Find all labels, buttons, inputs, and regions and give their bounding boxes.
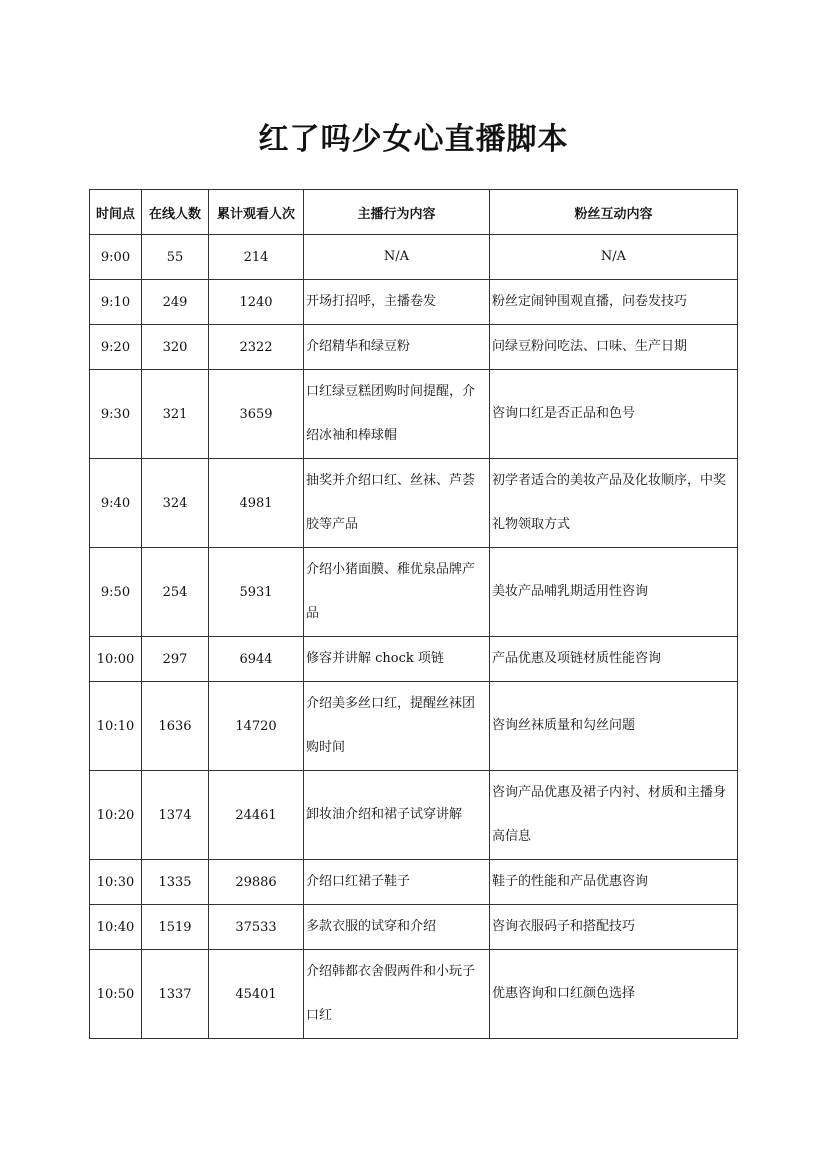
table-row: [90, 860, 738, 905]
cell-host-content: 抽奖并介绍口红、丝袜、芦荟胶等产品: [304, 459, 490, 548]
cell-fan-content: 产品优惠及项链材质性能咨询: [490, 637, 738, 682]
table-row: [90, 235, 738, 280]
cell-online: 1337: [142, 950, 209, 1039]
cell-fan-content: 鞋子的性能和产品优惠咨询: [490, 860, 738, 905]
cell-online: 324: [142, 459, 209, 548]
cell-host-content: 介绍小猪面膜、稚优泉品牌产品: [304, 548, 490, 637]
cell-host-content: N/A: [304, 235, 490, 280]
cell-total-views: 3659: [209, 370, 304, 459]
cell-online: 1636: [142, 682, 209, 771]
cell-fan-content: 美妆产品哺乳期适用性咨询: [490, 548, 738, 637]
cell-time: 10:20: [90, 771, 142, 860]
table-row: [90, 637, 738, 682]
table-row: [90, 548, 738, 637]
cell-fan-content: N/A: [490, 235, 738, 280]
cell-total-views: 24461: [209, 771, 304, 860]
cell-host-content: 卸妆油介绍和裙子试穿讲解: [304, 771, 490, 860]
cell-fan-content: 问绿豆粉问吃法、口味、生产日期: [490, 325, 738, 370]
cell-total-views: 14720: [209, 682, 304, 771]
header-time: 时间点: [90, 190, 142, 235]
cell-fan-content: 咨询衣服码子和搭配技巧: [490, 905, 738, 950]
table-body: [90, 235, 738, 1039]
table-row: [90, 950, 738, 1039]
cell-time: 9:00: [90, 235, 142, 280]
cell-total-views: 37533: [209, 905, 304, 950]
cell-total-views: 214: [209, 235, 304, 280]
header-online: 在线人数: [142, 190, 209, 235]
cell-time: 10:00: [90, 637, 142, 682]
header-host-content: 主播行为内容: [304, 190, 490, 235]
cell-online: 1519: [142, 905, 209, 950]
cell-time: 9:30: [90, 370, 142, 459]
cell-online: 1335: [142, 860, 209, 905]
table-row: [90, 370, 738, 459]
cell-host-content: 修容并讲解 chock 项链: [304, 637, 490, 682]
cell-host-content: 介绍美多丝口红，提醒丝袜团购时间: [304, 682, 490, 771]
cell-total-views: 45401: [209, 950, 304, 1039]
cell-time: 9:20: [90, 325, 142, 370]
page-title: 红了吗少女心直播脚本: [258, 122, 569, 157]
cell-time: 10:50: [90, 950, 142, 1039]
cell-total-views: 29886: [209, 860, 304, 905]
cell-total-views: 2322: [209, 325, 304, 370]
table-row: [90, 280, 738, 325]
cell-time: 10:30: [90, 860, 142, 905]
table-row: [90, 905, 738, 950]
table-row: [90, 325, 738, 370]
cell-total-views: 5931: [209, 548, 304, 637]
header-total-views: 累计观看人次: [209, 190, 304, 235]
table-header-row: [90, 190, 738, 235]
cell-time: 10:10: [90, 682, 142, 771]
cell-total-views: 6944: [209, 637, 304, 682]
cell-online: 321: [142, 370, 209, 459]
table-row: [90, 771, 738, 860]
cell-host-content: 介绍韩都衣舍假两件和小玩子口红: [304, 950, 490, 1039]
cell-fan-content: 初学者适合的美妆产品及化妆顺序，中奖礼物领取方式: [490, 459, 738, 548]
cell-online: 254: [142, 548, 209, 637]
cell-time: 9:50: [90, 548, 142, 637]
cell-total-views: 4981: [209, 459, 304, 548]
cell-online: 320: [142, 325, 209, 370]
cell-host-content: 多款衣服的试穿和介绍: [304, 905, 490, 950]
live-script-table: [89, 189, 738, 1039]
cell-host-content: 开场打招呼，主播卷发: [304, 280, 490, 325]
cell-fan-content: 优惠咨询和口红颜色选择: [490, 950, 738, 1039]
cell-host-content: 口红绿豆糕团购时间提醒，介绍冰袖和棒球帽: [304, 370, 490, 459]
cell-fan-content: 咨询口红是否正品和色号: [490, 370, 738, 459]
cell-online: 1374: [142, 771, 209, 860]
table-row: [90, 682, 738, 771]
cell-host-content: 介绍口红裙子鞋子: [304, 860, 490, 905]
cell-fan-content: 咨询产品优惠及裙子内衬、材质和主播身高信息: [490, 771, 738, 860]
cell-time: 9:40: [90, 459, 142, 548]
table-row: [90, 459, 738, 548]
cell-online: 55: [142, 235, 209, 280]
cell-fan-content: 咨询丝袜质量和勾丝问题: [490, 682, 738, 771]
cell-total-views: 1240: [209, 280, 304, 325]
cell-time: 9:10: [90, 280, 142, 325]
cell-time: 10:40: [90, 905, 142, 950]
cell-fan-content: 粉丝定闹钟围观直播，问卷发技巧: [490, 280, 738, 325]
header-fan-content: 粉丝互动内容: [490, 190, 738, 235]
cell-online: 297: [142, 637, 209, 682]
cell-online: 249: [142, 280, 209, 325]
cell-host-content: 介绍精华和绿豆粉: [304, 325, 490, 370]
